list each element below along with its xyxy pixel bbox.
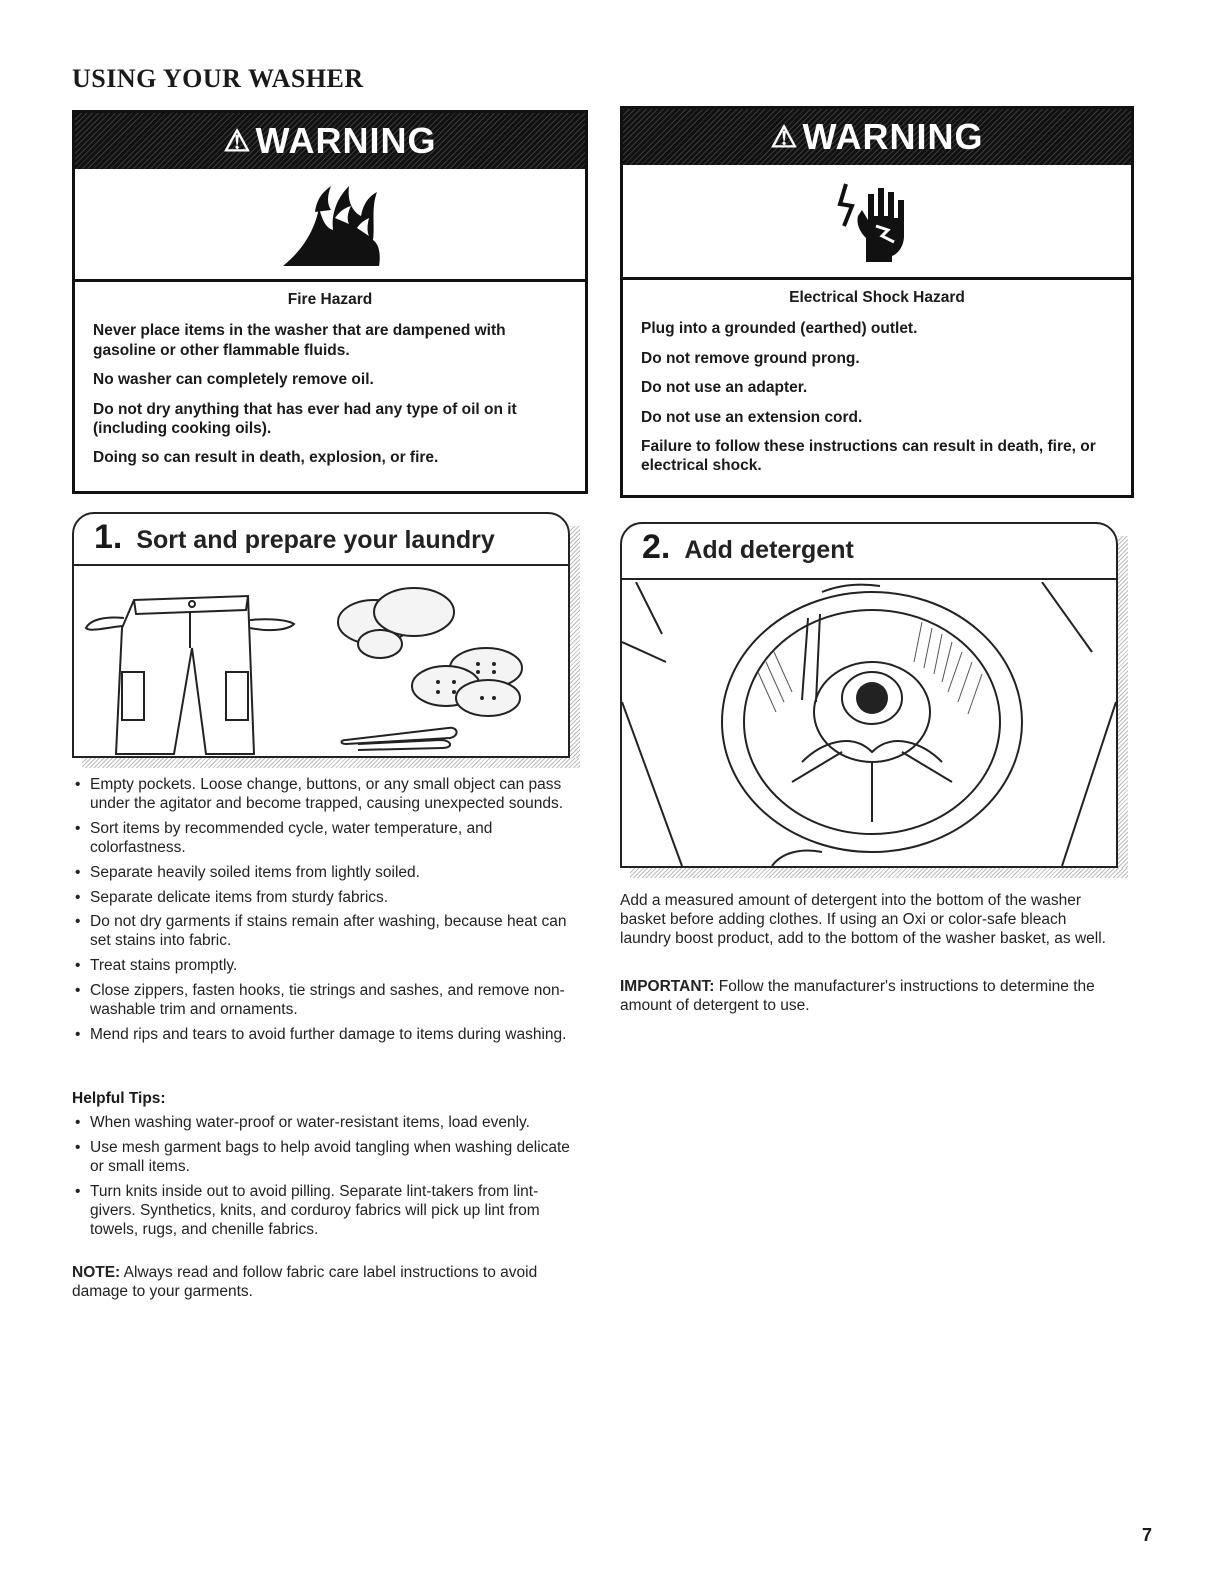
warning-line: Do not remove ground prong. — [641, 349, 860, 367]
important-paragraph — [620, 978, 1110, 1016]
washer-basket-illustration — [622, 582, 1116, 866]
warning-line: Never place items in the washer that are dampened with gasoline or other flammable fluids. — [93, 322, 506, 359]
warning-triangle-icon: ⚠ — [223, 124, 252, 158]
list-item: • When washing water-proof or water-resistant items, load evenly. — [72, 1114, 582, 1133]
warning-line: Do not use an extension cord. — [641, 408, 863, 426]
shock-warning-text — [623, 280, 1131, 492]
warning-line: No washer can completely remove oil. — [93, 371, 374, 389]
step-number: 1. — [94, 518, 123, 556]
list-item: • Use mesh garment bags to help avoid tangling when washing delicate or small items. — [72, 1139, 582, 1177]
step-title-text: Add detergent — [684, 536, 854, 564]
page-title: USING YOUR WASHER — [72, 64, 364, 93]
note-paragraph — [72, 1264, 572, 1302]
page-number: 7 — [1141, 1525, 1152, 1545]
warning-header — [75, 113, 585, 169]
step-title-text: Sort and prepare your laundry — [136, 526, 495, 554]
step2-paragraph: Add a measured amount of detergent into the bottom of the washer basket before adding clothes. If using an Oxi or color-safe bleach laundry boost product, add to the bottom of the washer basket, as well. — [620, 892, 1106, 947]
warning-line: Do not use an adapter. — [641, 379, 808, 397]
step1-title — [94, 518, 495, 557]
list-item: • Turn knits inside out to avoid pilling. Separate lint-takers from lint-givers. Synthetics, knits, and corduroy fabrics will pick up lint from towels, rugs, and chenille fabrics. — [72, 1183, 582, 1240]
hazard-title: Fire Hazard — [287, 291, 373, 308]
warning-line: Plug into a grounded (earthed) outlet. — [641, 320, 918, 338]
fire-warning-box — [72, 110, 588, 494]
warning-header — [623, 109, 1131, 165]
list-item: • Separate delicate items from sturdy fabrics. — [72, 889, 572, 908]
warning-line: Failure to follow these instructions can result in death, fire, or electrical shock. — [641, 437, 1096, 475]
warning-triangle-icon: ⚠ — [770, 120, 799, 154]
list-item: • Mend rips and tears to avoid further damage to items during washing. — [72, 1026, 572, 1045]
warning-line: Do not dry anything that has ever had any type of oil on it (including cooking oils). — [93, 400, 517, 437]
pants-and-coins-illustration — [74, 568, 568, 756]
warning-line: Doing so can result in death, explosion, or fire. — [93, 449, 439, 467]
step2-title — [642, 528, 854, 567]
list-item: • Empty pockets. Loose change, buttons, or any small object can pass under the agitator and become trapped, causing unexpected sounds. — [72, 776, 572, 814]
note-text: Always read and follow fabric care label instructions to avoid damage to your garments. — [72, 1264, 538, 1300]
important-text: Follow the manufacturer's instructions to determine the amount of detergent to use. — [620, 978, 1095, 1014]
list-item: • Close zippers, fasten hooks, tie strings and sashes, and remove non-washable trim and ornaments. — [72, 982, 572, 1020]
helpful-tips-list — [72, 1114, 582, 1245]
important-label: IMPORTANT: — [620, 978, 715, 995]
electric-hand-icon — [832, 176, 922, 266]
list-item: • Sort items by recommended cycle, water temperature, and colorfastness. — [72, 820, 572, 858]
step2-panel — [620, 522, 1118, 868]
hazard-title: Electrical Shock Hazard — [789, 289, 965, 306]
shock-icon-area — [623, 165, 1131, 280]
shock-warning-box — [620, 106, 1134, 498]
warning-label: WARNING — [802, 116, 984, 157]
fire-icon — [275, 178, 385, 270]
list-item: • Do not dry garments if stains remain after washing, because heat can set stains into fabric. — [72, 913, 572, 951]
list-item: • Treat stains promptly. — [72, 957, 572, 976]
step-number: 2. — [642, 528, 671, 566]
warning-label: WARNING — [255, 120, 437, 161]
list-item: • Separate heavily soiled items from lightly soiled. — [72, 864, 572, 883]
step1-panel — [72, 512, 570, 758]
fire-warning-text — [75, 282, 585, 484]
step1-bullets — [72, 776, 572, 1051]
helpful-tips-heading: Helpful Tips: — [72, 1090, 166, 1107]
fire-icon-area — [75, 169, 585, 282]
note-label: NOTE: — [72, 1264, 121, 1281]
